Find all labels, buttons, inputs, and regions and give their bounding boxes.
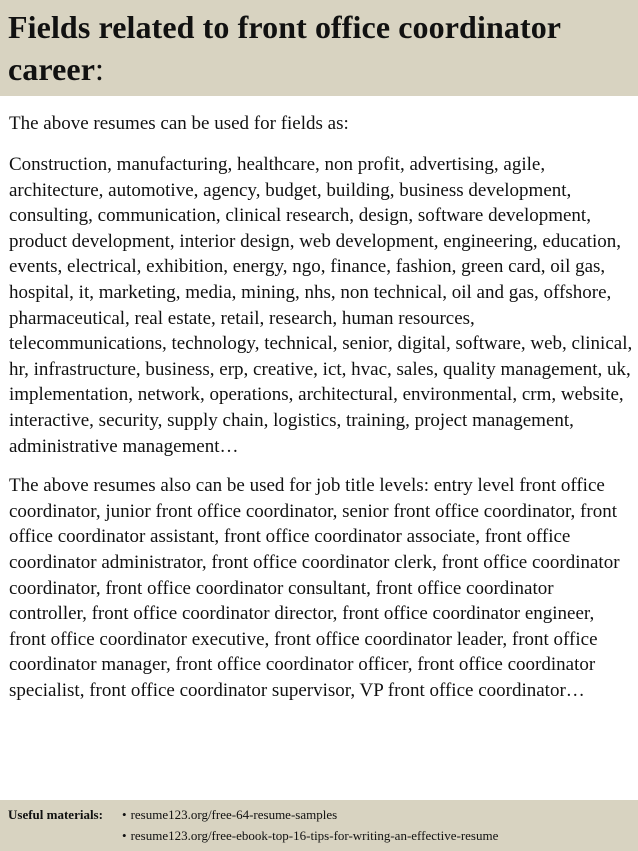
page-header (0, 0, 638, 96)
fields-list: Construction, manufacturing, healthcare, non profit, advertising, agile, architecture, automotive, agency, budget, building, business development, consulting, communication, clinical research, design, software development, product development, interior design, web development, engineering, education, events, electrical, exhibition, energy, ngo, finance, fashion, green card, oil gas, hospital, it, marketing, media, mining, nhs, non technical, oil and gas, offshore, pharmaceutical, real estate, retail, research, human resources, telecommunications, technology, technical, senior, digital, software, web, clinical, hr, infrastructure, business, erp, creative, ict, hvac, sales, quality management, uk, implementation, network, operations, architectural, environmental, crm, website, interactive, security, supply chain, logistics, training, project management, administrative management… (9, 154, 633, 457)
bullet-icon: • (122, 807, 127, 822)
resume-tips-ebook-link[interactable] (122, 825, 498, 846)
footer-row-2 (8, 825, 638, 846)
main-content (9, 111, 634, 717)
useful-materials-label-text: Useful materials (8, 807, 99, 822)
job-title-levels: The above resumes also can be used for job title levels: entry level front office coordinator, junior front office coordinator, senior front office coordinator, front office coordinator assistant, front office coordinator associate, front office coordinator administrator, front office coordinator clerk, front office coordinator coordinator, front office coordinator consultant, front office coordinator controller, front office coordinator director, front office coordinator engineer, front office coordinator executive, front office coordinator leader, front office coordinator manager, front office coordinator officer, front office coordinator specialist, front office coordinator supervisor, VP front office coordinator… (9, 475, 620, 701)
useful-materials-label-colon: : (98, 807, 103, 822)
intro-text: The above resumes can be used for fields as: (9, 113, 349, 134)
useful-materials-label (8, 804, 122, 825)
useful-materials-footer (0, 800, 638, 851)
resume-samples-link-text: resume123.org/free-64-resume-samples (130, 807, 338, 822)
bullet-icon: • (122, 828, 127, 843)
resume-tips-ebook-link-text: resume123.org/free-ebook-top-16-tips-for-writing-an-effective-resume (130, 828, 499, 843)
page-title (8, 6, 628, 90)
resume-samples-link[interactable] (122, 804, 337, 825)
page-title-text: Fields related to front office coordinator career (8, 9, 561, 87)
footer-row-1 (8, 804, 638, 825)
page-title-colon: : (95, 51, 105, 87)
